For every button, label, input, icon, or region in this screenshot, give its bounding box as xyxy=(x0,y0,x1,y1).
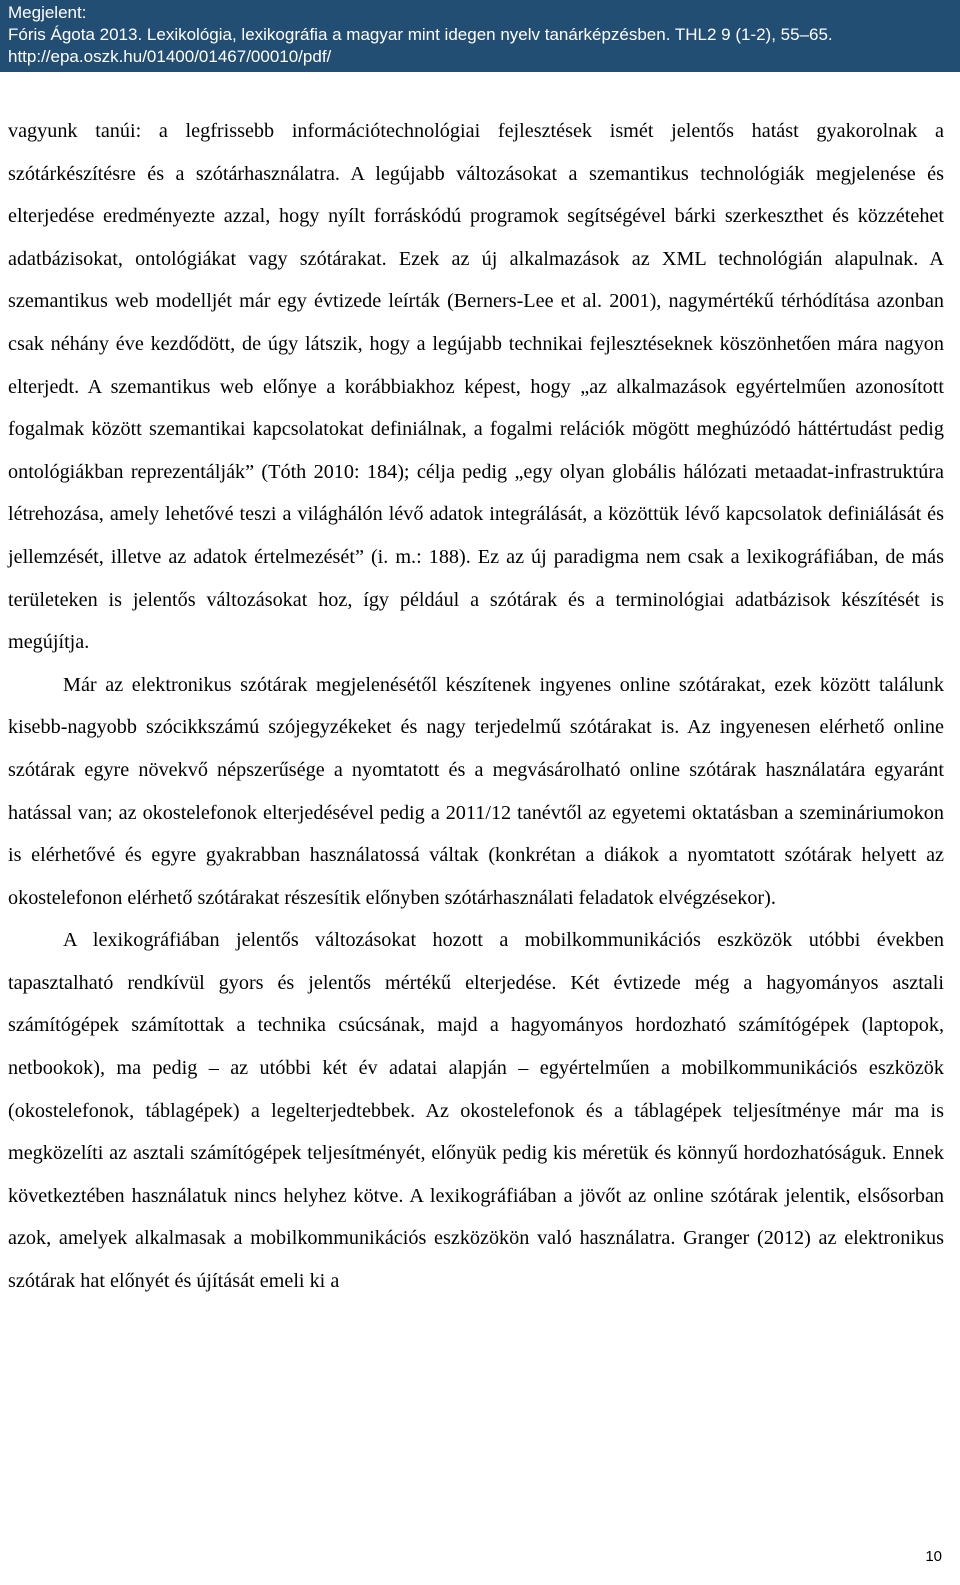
paragraph-2: Már az elektronikus szótárak megjelenésétől készítenek ingyenes online szótárakat, ezek között találunk kisebb-nagyobb szócikkszámú szójegyzékeket és nagy terjedelmű szótárakat is. Az ingyenesen elérhető online szótárak egyre növekvő népszerűsége a nyomtatott és a megvásárolható online szótárak használatára egyaránt hatással van; az okostelefonok elterjedésével pedig a 2011/12 tanévtől az egyetemi oktatásban a szemináriumokon is elérhetővé és egyre gyakrabban használatossá váltak (konkrétan a diákok a nyomtatott szótárak helyett az okostelefonon elérhető szótárakat részesítik előnyben szótárhasználati feladatok elvégzésekor). xyxy=(8,673,944,909)
header-citation: Fóris Ágota 2013. Lexikológia, lexikográfia a magyar mint idegen nyelv tanárképzésben. THL2 9 (1-2), 55–65. xyxy=(8,25,833,44)
page-number: 10 xyxy=(925,1548,942,1565)
paragraph-3: A lexikográfiában jelentős változásokat hozott a mobilkommunikációs eszközök utóbbi években tapasztalható rendkívül gyors és jelentős mértékű elterjedése. Két évtizede még a hagyományos asztali számítógépek számítottak a technika csúcsának, majd a hagyományos hordozható számítógépek (laptopok, netbookok), ma pedig – az utóbbi két év adatai alapján – egyértelműen a mobilkommunikációs eszközök (okostelefonok, táblagépek) a legelterjedtebbek. Az okostelefonok és a táblagépek teljesítménye már ma is megközelíti az asztali számítógépek teljesítményét, előnyük pedig kis méretük és könnyű hordozhatóságuk. Ennek következtében használatuk nincs helyhez kötve. A lexikográfiában a jövőt az online szótárak jelentik, elsősorban azok, amelyek alkalmasak a mobilkommunikációs eszközökön való használatra. Granger (2012) az elektronikus szótárak hat előnyét és újítását emeli ki a xyxy=(8,929,944,1293)
header-published-label: Megjelent: xyxy=(8,3,87,22)
header-url[interactable]: http://epa.oszk.hu/01400/01467/00010/pdf/ xyxy=(8,47,332,66)
paragraph-1: vagyunk tanúi: a legfrissebb információtechnológiai fejlesztések ismét jelentős hatást gyakorolnak a szótárkészítésre és a szótárhasználatra. A legújabb változásokat a szemantikus technológiák megjelenése és elterjedése eredményezte azzal, hogy nyílt forráskódú programok segítségével bárki szerkeszthet és közzétehet adatbázisokat, ontológiákat vagy szótárakat. Ezek az új alkalmazások az XML technológián alapulnak. A szemantikus web modelljét már egy évtizede leírták (Berners-Lee et al. 2001), nagymértékű térhódítása azonban csak néhány éve kezdődött, de úgy látszik, hogy a legújabb technikai fejlesztéseknek köszönhetően mára nagyon elterjedt. A szemantikus web előnye a korábbiakhoz képest, hogy „az alkalmazások egyértelműen azonosított fogalmak között szemantikai kapcsolatokat definiálnak, a fogalmi relációk mögött meghúzódó háttértudást pedig ontológiákban reprezentálják” (Tóth 2010: 184); célja pedig „egy olyan globális hálózati metaadat-infrastruktúra létrehozása, amely lehetővé teszi a világhálón lévő adatok integrálását, a közöttük lévő kapcsolatok definiálását és jellemzését, illetve az adatok értelmezését” (i. m.: 188). Ez az új paradigma nem csak a lexikográfiában, de más területeken is jelentős változásokat hoz, így például a szótárak és a terminológiai adatbázisok készítését is megújítja. xyxy=(8,120,944,654)
citation-header xyxy=(0,0,960,72)
document-body xyxy=(8,110,944,1303)
